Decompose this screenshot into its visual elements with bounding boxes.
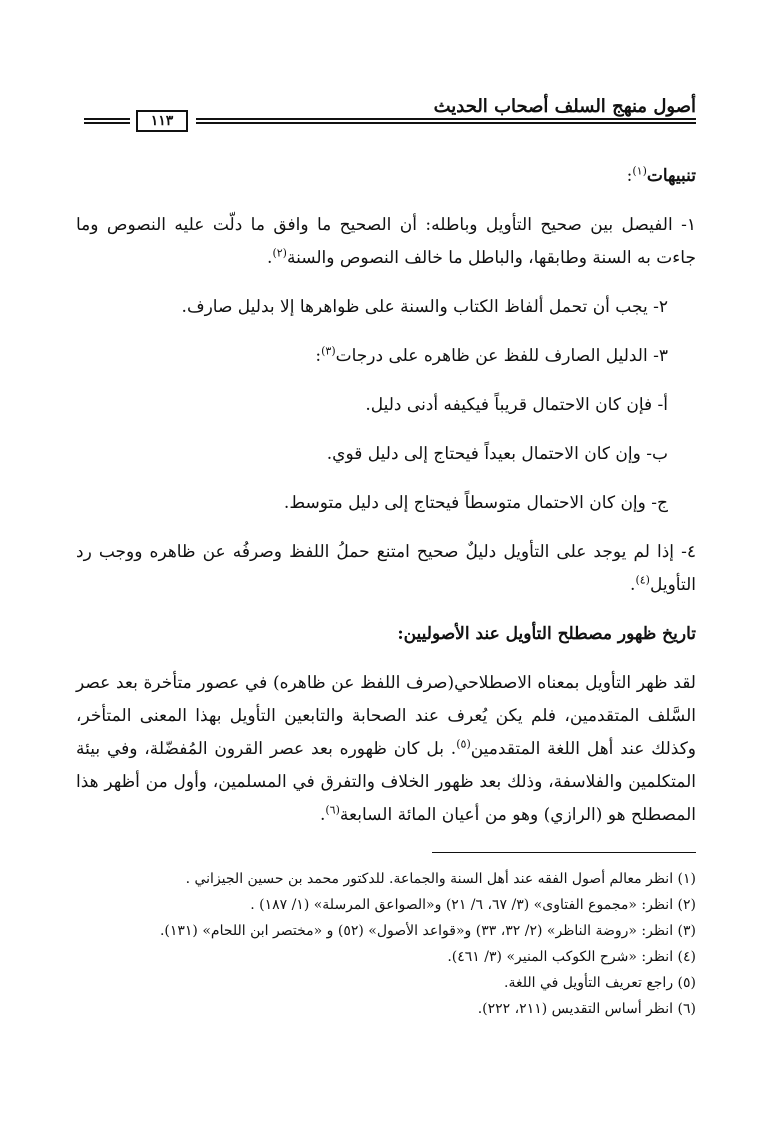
paragraph-3b: ب- وإن كان الاحتمال بعيداً فيحتاج إلى دليل قوي. xyxy=(326,444,668,464)
footnote-item: (١) انظر معالم أصول الفقه عند أهل السنة والجماعة. للدكتور محمد بن حسين الجيزاني . xyxy=(185,871,696,887)
paragraph-text: ٤- إذا لم يوجد على التأويل دليلٌ صحيح امتنع حملُ اللفظ وصرفُه عن ظاهره ووجب رد التأويل xyxy=(76,542,696,595)
paragraph-end: : xyxy=(315,346,322,366)
footnotes xyxy=(76,866,696,1022)
footnote-item: (٥) راجع تعريف التأويل في اللغة. xyxy=(504,975,696,991)
footnote-item: (٦) انظر أساس التقديس (٢١١، ٢٢٢). xyxy=(477,1001,696,1017)
paragraph-3 xyxy=(76,340,696,373)
paragraph-end: . xyxy=(319,805,326,825)
paragraph-3a: أ- فإن كان الاحتمال قريباً فيكيفه أدنى دليل. xyxy=(365,395,668,415)
footnote-ref: (٤) xyxy=(635,573,650,587)
page-number: ١١٣ xyxy=(136,110,188,132)
footnote-item: (٤) انظر: «شرح الكوكب المنير» (٣/ ٤٦١). xyxy=(447,949,696,965)
footnote-item: (٢) انظر: «مجموع الفتاوى» (٣/ ٦٧، ٦/ ٢١) و«الصواعق المرسلة» (١/ ١٨٧) . xyxy=(250,897,696,913)
footnote-ref: (١) xyxy=(632,164,647,178)
history-paragraph xyxy=(76,667,696,832)
paragraph-end: . xyxy=(267,248,273,268)
footnote-ref: (٢) xyxy=(272,246,287,260)
paragraph-1 xyxy=(76,209,696,275)
paragraph-text: لقد ظهر التأويل بمعناه الاصطلاحي(صرف اللفظ عن ظاهره) في عصور متأخرة بعد عصر السَّلف المتقدمين، فلم يكن يُعرف عند الصحابة والتابعين التأويل بهذا المعنى المتأخر، وكذلك عند أهل اللغة المتقدمين xyxy=(76,673,696,759)
paragraph-text: ١- الفيصل بين صحيح التأويل وباطله: أن الصحيح ما وافق ما دلّت عليه النصوص وما جاءت به السنة وطابقها، والباطل ما خالف النصوص والسنة xyxy=(76,215,696,268)
footnote-ref: (٣) xyxy=(321,344,336,358)
footnote-item: (٣) انظر: «روضة الناظر» (٢/ ٣٢، ٣٣) و«قواعد الأصول» (٥٢) و «مختصر ابن اللحام» (١٣١). xyxy=(159,923,696,939)
paragraph-4 xyxy=(76,536,696,602)
heading-colon: : xyxy=(626,166,633,186)
paragraph-end: . xyxy=(630,575,636,595)
heading-text: تنبيهات xyxy=(646,166,696,186)
footnote-ref: (٥) xyxy=(456,737,471,751)
paragraph-3c: ج- وإن كان الاحتمال متوسطاً فيحتاج إلى دليل متوسط. xyxy=(283,493,668,513)
header-rule-right xyxy=(196,118,696,124)
paragraph-text: . بل كان ظهوره بعد عصر القرون المُفضّلة، وفي بيئة المتكلمين والفلاسفة، وذلك بعد ظهور الخلاف والتفرق في المسلمين، وأول من أظهر هذا المصطلح هو (الرازي) وهو من أعيان المائة السابعة xyxy=(76,739,696,825)
page-header xyxy=(84,96,696,136)
tanbihat-heading xyxy=(76,160,696,193)
paragraph-2: ٢- يجب أن تحمل ألفاظ الكتاب والسنة على ظواهرها إلا بدليل صارف. xyxy=(181,297,668,317)
running-title: أصول منهج السلف أصحاب الحديث xyxy=(433,96,696,117)
footnote-divider xyxy=(432,852,696,853)
footnote-ref: (٦) xyxy=(325,803,340,817)
header-rule-left xyxy=(84,118,130,124)
history-heading: تاريخ ظهور مصطلح التأويل عند الأصوليين: xyxy=(397,624,696,644)
main-text xyxy=(76,160,696,848)
paragraph-text: ٣- الدليل الصارف للفظ عن ظاهره على درجات xyxy=(335,346,668,366)
